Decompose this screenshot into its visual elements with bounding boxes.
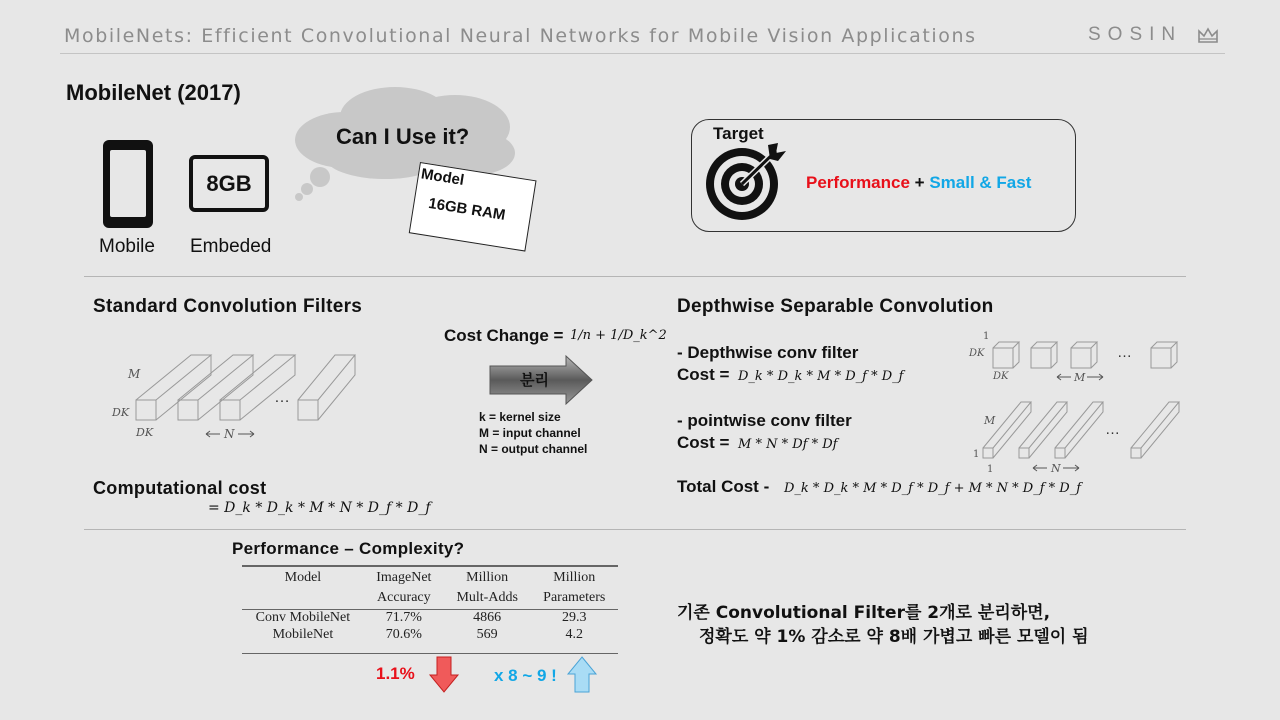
- table-cell: 569: [476, 626, 498, 642]
- speedup-label: x 8 ~ 9 !: [494, 666, 557, 685]
- cloud-question: Can I Use it?: [336, 124, 470, 149]
- dw-label-one: 1: [983, 331, 990, 342]
- legend-output: N = output channel: [479, 442, 588, 456]
- depthwise-cost-label: Cost =: [677, 365, 730, 384]
- cost-change-formula: 1/n + 1/D_k^2: [570, 328, 667, 343]
- conclusion-line-1: 기존 Convolutional Filter를 2개로 분리하면,: [677, 603, 1051, 623]
- conclusion-line-2: 정확도 약 1% 감소로 약 8배 가볍고 빠른 모델이 됨: [699, 627, 1089, 647]
- section-divider-2: [84, 529, 1186, 530]
- table-cell: 29.3: [562, 609, 587, 625]
- dw-label-dk-bottom: DK: [993, 371, 1009, 382]
- std-label-dk-bottom: DK: [136, 426, 154, 439]
- col-header: Million: [553, 569, 596, 585]
- up-arrow-icon: [566, 655, 598, 695]
- pointwise-cost-formula: M * N * Df * Df: [738, 437, 838, 452]
- pw-label-n: N: [1051, 462, 1061, 475]
- col-header: Parameters: [543, 590, 606, 606]
- performance-label: Performance: [806, 173, 910, 192]
- dw-ellipsis: …: [1117, 344, 1132, 361]
- pointwise-cost-label: Cost =: [677, 433, 730, 452]
- pointwise-diagram: [965, 398, 1190, 478]
- table-header-row-1: [242, 567, 618, 588]
- table-row: [242, 609, 618, 626]
- split-arrow-label: 분리: [520, 371, 549, 389]
- crown-icon: [1197, 26, 1219, 44]
- std-label-dk-side: DK: [112, 406, 130, 419]
- plus-sign: +: [914, 173, 925, 192]
- performance-title: Performance – Complexity?: [232, 539, 465, 558]
- down-arrow-icon: [428, 655, 460, 695]
- col-header: ImageNet: [376, 569, 432, 585]
- table-cell: 4.2: [565, 626, 583, 642]
- total-cost-label: Total Cost -: [677, 477, 770, 496]
- section-divider-1: [84, 276, 1186, 277]
- model-card-value: 16GB RAM: [427, 194, 507, 224]
- table-row: [242, 626, 618, 643]
- pointwise-filter-title: - pointwise conv filter: [677, 411, 852, 430]
- depthwise-filter-title: - Depthwise conv filter: [677, 343, 859, 362]
- standard-filters-diagram: [108, 350, 368, 445]
- pw-label-one-side: 1: [973, 449, 980, 460]
- accuracy-drop: 1.1%: [376, 664, 415, 683]
- pw-label-m: M: [984, 414, 996, 427]
- mobile-phone-icon: [103, 140, 153, 228]
- col-header: Mult-Adds: [456, 590, 518, 606]
- depthwise-diagram: [965, 326, 1190, 382]
- legend-input: M = input channel: [479, 426, 581, 440]
- brand-name: SOSIN: [1088, 24, 1183, 45]
- table-cell: 70.6%: [385, 626, 422, 642]
- tablet-icon: [189, 155, 269, 212]
- header-divider: [60, 53, 1225, 54]
- col-header: Accuracy: [377, 590, 431, 606]
- table-cell: Conv MobileNet: [255, 609, 351, 625]
- computational-cost-formula: = D_k * D_k * M * N * D_f * D_f: [208, 500, 431, 516]
- col-header: Model: [284, 569, 322, 585]
- depthwise-title: Depthwise Separable Convolution: [677, 296, 994, 317]
- table-cell: MobileNet: [272, 626, 334, 642]
- pw-ellipsis: …: [1105, 421, 1120, 438]
- std-label-n: N: [224, 427, 235, 441]
- col-header: Million: [466, 569, 509, 585]
- table-cell: 4866: [473, 609, 502, 625]
- std-ellipsis: …: [274, 389, 290, 406]
- dw-label-m: M: [1074, 371, 1086, 382]
- model-card-title: Model: [419, 165, 466, 190]
- standard-conv-title: Standard Convolution Filters: [93, 296, 363, 317]
- small-fast-label: Small & Fast: [929, 173, 1032, 192]
- slide-header-title: MobileNets: Efficient Convolutional Neural Networks for Mobile Vision Applications: [64, 25, 977, 47]
- target-icon: [700, 143, 790, 225]
- table-bottom-rule: [242, 653, 618, 654]
- dw-label-dk-side: DK: [969, 348, 985, 359]
- results-table: [242, 567, 618, 643]
- std-label-m: M: [128, 367, 141, 381]
- tablet-capacity: 8GB: [206, 171, 252, 196]
- cost-change-label: Cost Change =: [444, 326, 564, 345]
- pw-label-one-bottom: 1: [987, 464, 994, 475]
- computational-cost-title: Computational cost: [93, 478, 267, 498]
- legend-kernel: k = kernel size: [479, 410, 561, 424]
- depthwise-cost-formula: D_k * D_k * M * D_f * D_f: [738, 369, 904, 384]
- mobile-label: Mobile: [99, 236, 155, 257]
- target-title: Target: [713, 124, 764, 143]
- embedded-label: Embeded: [190, 236, 272, 257]
- total-cost-formula: D_k * D_k * M * D_f * D_f + M * N * D_f * D_f: [784, 481, 1082, 496]
- page-title: MobileNet (2017): [66, 80, 241, 105]
- table-header-row-2: [242, 588, 618, 609]
- table-cell: 71.7%: [385, 609, 422, 625]
- target-goal: [806, 173, 1031, 193]
- col-header: [242, 588, 364, 609]
